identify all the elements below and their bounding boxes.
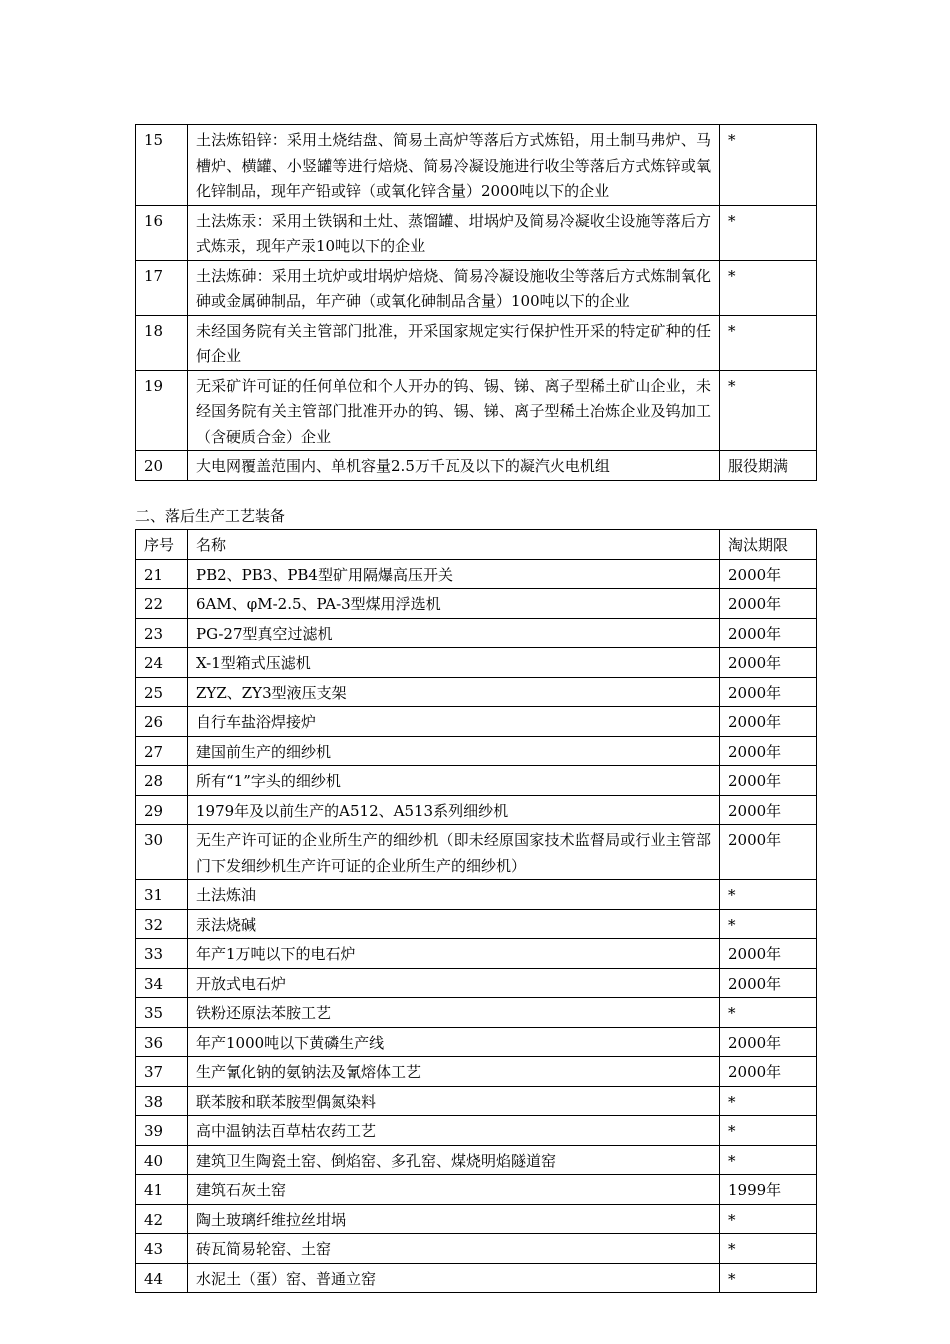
- row-name: 高中温钠法百草枯农药工艺: [188, 1116, 720, 1146]
- row-number: 25: [136, 677, 188, 707]
- row-name: 自行车盐浴焊接炉: [188, 707, 720, 737]
- row-number: 44: [136, 1263, 188, 1293]
- row-deadline: *: [720, 880, 817, 910]
- row-name: 6AM、φM-2.5、PA-3型煤用浮选机: [188, 589, 720, 619]
- row-deadline: 2000年: [720, 677, 817, 707]
- table-row: [136, 736, 817, 766]
- row-deadline: *: [720, 909, 817, 939]
- row-deadline: 2000年: [720, 618, 817, 648]
- table-row: [136, 125, 817, 206]
- row-name: 建筑石灰土窑: [188, 1175, 720, 1205]
- row-name: ZYZ、ZY3型液压支架: [188, 677, 720, 707]
- table-row: [136, 1234, 817, 1264]
- table-row: [136, 1204, 817, 1234]
- header-deadline: 淘汰期限: [720, 530, 817, 560]
- table-row: [136, 315, 817, 370]
- row-number: 24: [136, 648, 188, 678]
- table-row: [136, 648, 817, 678]
- row-name: 砖瓦简易轮窑、土窑: [188, 1234, 720, 1264]
- row-deadline: *: [720, 125, 817, 206]
- row-number: 21: [136, 559, 188, 589]
- row-name: 建国前生产的细纱机: [188, 736, 720, 766]
- row-deadline: 服役期满: [720, 451, 817, 481]
- header-name: 名称: [188, 530, 720, 560]
- row-deadline: 2000年: [720, 1027, 817, 1057]
- table-row: [136, 1175, 817, 1205]
- row-number: 34: [136, 968, 188, 998]
- row-number: 15: [136, 125, 188, 206]
- row-name: 年产1万吨以下的电石炉: [188, 939, 720, 969]
- row-number: 36: [136, 1027, 188, 1057]
- row-number: 42: [136, 1204, 188, 1234]
- row-deadline: *: [720, 205, 817, 260]
- row-name: 建筑卫生陶瓷土窑、倒焰窑、多孔窑、煤烧明焰隧道窑: [188, 1145, 720, 1175]
- table-row: [136, 707, 817, 737]
- row-deadline: *: [720, 370, 817, 451]
- row-deadline: 2000年: [720, 766, 817, 796]
- row-number: 33: [136, 939, 188, 969]
- row-deadline: 2000年: [720, 559, 817, 589]
- row-name: 汞法烧碱: [188, 909, 720, 939]
- row-deadline: 1999年: [720, 1175, 817, 1205]
- table-row: [136, 205, 817, 260]
- row-name: 年产1000吨以下黄磷生产线: [188, 1027, 720, 1057]
- table-row: [136, 766, 817, 796]
- table-row: [136, 880, 817, 910]
- row-deadline: *: [720, 315, 817, 370]
- table-row: [136, 1145, 817, 1175]
- table-row: [136, 825, 817, 880]
- row-name: 土法炼汞：采用土铁锅和土灶、蒸馏罐、坩埚炉及简易冷凝收尘设施等落后方式炼汞，现年产汞10吨以下的企业: [188, 205, 720, 260]
- table-row: [136, 677, 817, 707]
- row-number: 35: [136, 998, 188, 1028]
- table-row: [136, 260, 817, 315]
- table-row: [136, 909, 817, 939]
- row-deadline: *: [720, 1204, 817, 1234]
- table-row: [136, 1027, 817, 1057]
- row-deadline: 2000年: [720, 825, 817, 880]
- row-number: 40: [136, 1145, 188, 1175]
- row-name: 铁粉还原法苯胺工艺: [188, 998, 720, 1028]
- row-name: 1979年及以前生产的A512、A513系列细纱机: [188, 795, 720, 825]
- row-number: 22: [136, 589, 188, 619]
- row-number: 18: [136, 315, 188, 370]
- row-number: 16: [136, 205, 188, 260]
- table-row: [136, 451, 817, 481]
- row-name: 联苯胺和联苯胺型偶氮染料: [188, 1086, 720, 1116]
- row-deadline: *: [720, 1116, 817, 1146]
- table-row: [136, 939, 817, 969]
- row-deadline: *: [720, 1263, 817, 1293]
- table-header-row: [136, 530, 817, 560]
- equipment-table-part-2: [135, 529, 817, 1293]
- row-number: 27: [136, 736, 188, 766]
- equipment-table-part-1: [135, 124, 817, 481]
- row-deadline: 2000年: [720, 736, 817, 766]
- row-name: 水泥土（蛋）窑、普通立窑: [188, 1263, 720, 1293]
- row-number: 41: [136, 1175, 188, 1205]
- row-deadline: 2000年: [720, 648, 817, 678]
- table-row: [136, 998, 817, 1028]
- table-body-part-2: [136, 530, 817, 1293]
- row-name: 陶土玻璃纤维拉丝坩埚: [188, 1204, 720, 1234]
- row-name: 土法炼油: [188, 880, 720, 910]
- table-body-part-1: [136, 125, 817, 481]
- row-name: 大电网覆盖范围内、单机容量2.5万千瓦及以下的凝汽火电机组: [188, 451, 720, 481]
- table-row: [136, 1057, 817, 1087]
- row-name: 无生产许可证的企业所生产的细纱机（即未经原国家技术监督局或行业主管部门下发细纱机生产许可证的企业所生产的细纱机）: [188, 825, 720, 880]
- header-no: 序号: [136, 530, 188, 560]
- row-name: PB2、PB3、PB4型矿用隔爆高压开关: [188, 559, 720, 589]
- row-number: 17: [136, 260, 188, 315]
- table-row: [136, 1116, 817, 1146]
- row-number: 32: [136, 909, 188, 939]
- row-number: 28: [136, 766, 188, 796]
- row-deadline: *: [720, 998, 817, 1028]
- row-number: 39: [136, 1116, 188, 1146]
- table-row: [136, 370, 817, 451]
- table-row: [136, 1263, 817, 1293]
- row-number: 26: [136, 707, 188, 737]
- row-name: PG-27型真空过滤机: [188, 618, 720, 648]
- row-name: X-1型箱式压滤机: [188, 648, 720, 678]
- row-deadline: 2000年: [720, 589, 817, 619]
- row-deadline: 2000年: [720, 968, 817, 998]
- row-number: 31: [136, 880, 188, 910]
- row-deadline: *: [720, 1086, 817, 1116]
- row-number: 38: [136, 1086, 188, 1116]
- row-deadline: 2000年: [720, 707, 817, 737]
- table-row: [136, 589, 817, 619]
- row-name: 土法炼砷：采用土坑炉或坩埚炉焙烧、简易冷凝设施收尘等落后方式炼制氧化砷或金属砷制品，年产砷（或氧化砷制品含量）100吨以下的企业: [188, 260, 720, 315]
- table-row: [136, 1086, 817, 1116]
- row-deadline: 2000年: [720, 795, 817, 825]
- row-name: 生产氰化钠的氨钠法及氰熔体工艺: [188, 1057, 720, 1087]
- row-number: 29: [136, 795, 188, 825]
- row-name: 所有“1”字头的细纱机: [188, 766, 720, 796]
- table-row: [136, 968, 817, 998]
- table-row: [136, 559, 817, 589]
- row-deadline: *: [720, 260, 817, 315]
- table-row: [136, 795, 817, 825]
- table-row: [136, 618, 817, 648]
- row-deadline: 2000年: [720, 939, 817, 969]
- row-deadline: *: [720, 1234, 817, 1264]
- row-number: 43: [136, 1234, 188, 1264]
- row-name: 无采矿许可证的任何单位和个人开办的钨、锡、锑、离子型稀土矿山企业，未经国务院有关主管部门批准开办的钨、锡、锑、离子型稀土冶炼企业及钨加工（含硬质合金）企业: [188, 370, 720, 451]
- row-deadline: 2000年: [720, 1057, 817, 1087]
- section-heading: 二、落后生产工艺装备: [135, 507, 286, 525]
- row-number: 20: [136, 451, 188, 481]
- row-name: 开放式电石炉: [188, 968, 720, 998]
- row-number: 19: [136, 370, 188, 451]
- row-number: 37: [136, 1057, 188, 1087]
- row-deadline: *: [720, 1145, 817, 1175]
- row-number: 30: [136, 825, 188, 880]
- row-number: 23: [136, 618, 188, 648]
- row-name: 未经国务院有关主管部门批准，开采国家规定实行保护性开采的特定矿种的任何企业: [188, 315, 720, 370]
- row-name: 土法炼铅锌：采用土烧结盘、简易土高炉等落后方式炼铅，用土制马弗炉、马槽炉、横罐、小竖罐等进行焙烧、简易冷凝设施进行收尘等落后方式炼锌或氧化锌制品，现年产铅或锌（或氧化锌含量）2000吨以下的企业: [188, 125, 720, 206]
